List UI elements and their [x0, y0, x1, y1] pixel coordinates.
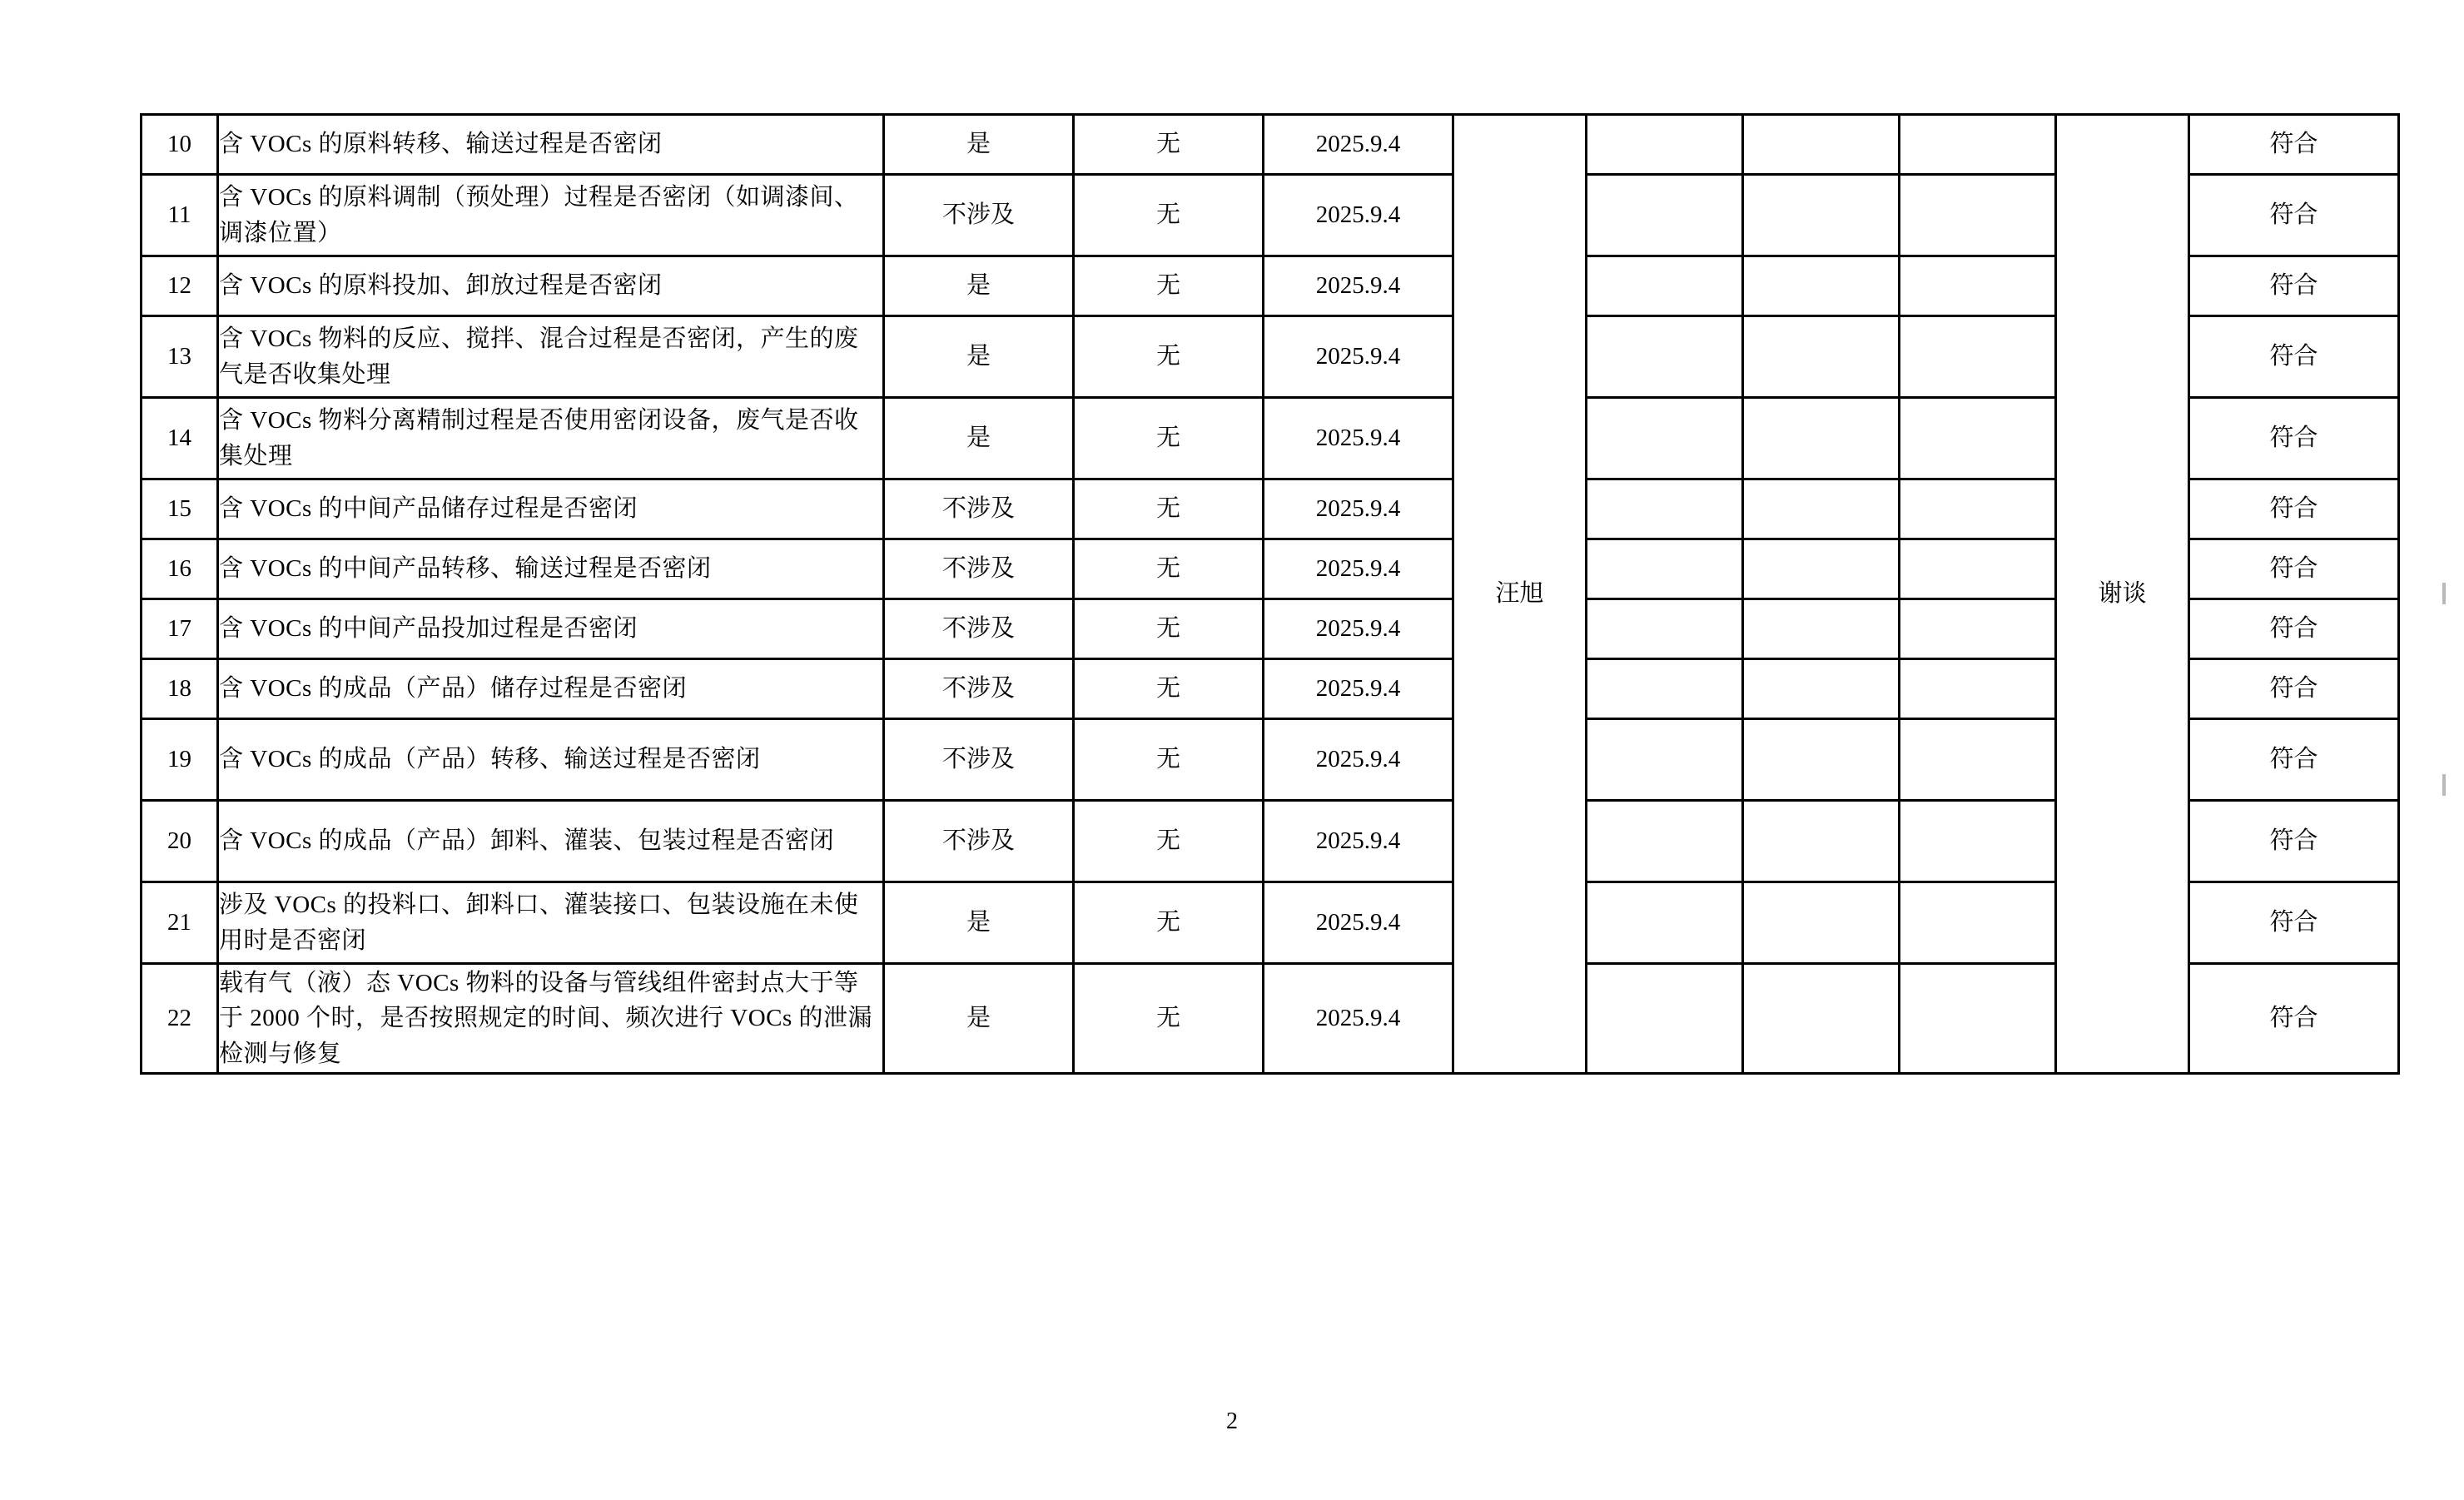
row-index: 20 [142, 801, 218, 882]
row-problem: 无 [1074, 398, 1264, 479]
note-cell-3 [1900, 316, 2056, 398]
note-cell-3 [1900, 398, 2056, 479]
row-conclusion: 符合 [2189, 719, 2399, 801]
note-cell-1 [1587, 316, 1743, 398]
note-cell-3 [1900, 719, 2056, 801]
row-date: 2025.9.4 [1264, 882, 1453, 964]
row-result: 不涉及 [884, 175, 1074, 256]
row-problem: 无 [1074, 175, 1264, 256]
row-item: 含 VOCs 的原料转移、输送过程是否密闭 [218, 115, 884, 175]
row-index: 16 [142, 539, 218, 599]
row-item: 含 VOCs 的原料调制（预处理）过程是否密闭（如调漆间、调漆位置） [218, 175, 884, 256]
row-result: 是 [884, 316, 1074, 398]
row-result: 不涉及 [884, 659, 1074, 719]
note-cell-2 [1743, 479, 1900, 539]
note-cell-1 [1587, 539, 1743, 599]
row-conclusion: 符合 [2189, 256, 2399, 316]
row-result: 不涉及 [884, 479, 1074, 539]
note-cell-1 [1587, 882, 1743, 964]
row-conclusion: 符合 [2189, 398, 2399, 479]
signature-cell: 谢谈 [2056, 115, 2189, 1074]
row-date: 2025.9.4 [1264, 659, 1453, 719]
row-date: 2025.9.4 [1264, 719, 1453, 801]
row-problem: 无 [1074, 599, 1264, 659]
row-problem: 无 [1074, 256, 1264, 316]
row-date: 2025.9.4 [1264, 599, 1453, 659]
row-index: 13 [142, 316, 218, 398]
edge-mark-bottom [2442, 774, 2446, 796]
row-item: 涉及 VOCs 的投料口、卸料口、灌装接口、包装设施在未使用时是否密闭 [218, 882, 884, 964]
row-conclusion: 符合 [2189, 539, 2399, 599]
row-item: 含 VOCs 的中间产品储存过程是否密闭 [218, 479, 884, 539]
inspector-cell: 汪旭 [1453, 115, 1587, 1074]
row-date: 2025.9.4 [1264, 964, 1453, 1074]
note-cell-2 [1743, 256, 1900, 316]
row-conclusion: 符合 [2189, 882, 2399, 964]
row-item: 含 VOCs 物料的反应、搅拌、混合过程是否密闭，产生的废气是否收集处理 [218, 316, 884, 398]
row-item: 含 VOCs 的成品（产品）储存过程是否密闭 [218, 659, 884, 719]
row-item: 含 VOCs 的原料投加、卸放过程是否密闭 [218, 256, 884, 316]
note-cell-2 [1743, 539, 1900, 599]
row-result: 不涉及 [884, 801, 1074, 882]
row-problem: 无 [1074, 801, 1264, 882]
row-item: 含 VOCs 的成品（产品）转移、输送过程是否密闭 [218, 719, 884, 801]
note-cell-2 [1743, 964, 1900, 1074]
row-problem: 无 [1074, 659, 1264, 719]
row-conclusion: 符合 [2189, 115, 2399, 175]
row-conclusion: 符合 [2189, 659, 2399, 719]
row-item: 含 VOCs 的成品（产品）卸料、灌装、包装过程是否密闭 [218, 801, 884, 882]
row-date: 2025.9.4 [1264, 398, 1453, 479]
row-result: 是 [884, 964, 1074, 1074]
note-cell-3 [1900, 882, 2056, 964]
row-problem: 无 [1074, 539, 1264, 599]
row-index: 12 [142, 256, 218, 316]
note-cell-3 [1900, 659, 2056, 719]
row-index: 11 [142, 175, 218, 256]
row-item: 载有气（液）态 VOCs 物料的设备与管线组件密封点大于等于 2000 个时，是否按照规定的时间、频次进行 VOCs 的泄漏检测与修复 [218, 964, 884, 1074]
note-cell-2 [1743, 115, 1900, 175]
row-result: 是 [884, 256, 1074, 316]
note-cell-1 [1587, 398, 1743, 479]
note-cell-1 [1587, 115, 1743, 175]
row-item: 含 VOCs 的中间产品转移、输送过程是否密闭 [218, 539, 884, 599]
row-conclusion: 符合 [2189, 316, 2399, 398]
row-date: 2025.9.4 [1264, 316, 1453, 398]
note-cell-1 [1587, 175, 1743, 256]
note-cell-1 [1587, 719, 1743, 801]
note-cell-2 [1743, 599, 1900, 659]
row-date: 2025.9.4 [1264, 479, 1453, 539]
note-cell-3 [1900, 539, 2056, 599]
row-index: 10 [142, 115, 218, 175]
inspection-table [140, 113, 2400, 1075]
row-result: 不涉及 [884, 539, 1074, 599]
note-cell-3 [1900, 479, 2056, 539]
row-date: 2025.9.4 [1264, 115, 1453, 175]
note-cell-1 [1587, 599, 1743, 659]
note-cell-2 [1743, 801, 1900, 882]
note-cell-3 [1900, 256, 2056, 316]
row-problem: 无 [1074, 882, 1264, 964]
row-date: 2025.9.4 [1264, 256, 1453, 316]
row-problem: 无 [1074, 964, 1264, 1074]
row-index: 17 [142, 599, 218, 659]
row-index: 15 [142, 479, 218, 539]
row-item: 含 VOCs 的中间产品投加过程是否密闭 [218, 599, 884, 659]
edge-mark-top [2442, 583, 2446, 604]
row-result: 不涉及 [884, 719, 1074, 801]
row-conclusion: 符合 [2189, 801, 2399, 882]
row-result: 不涉及 [884, 599, 1074, 659]
table-row [142, 115, 2399, 175]
note-cell-1 [1587, 659, 1743, 719]
row-index: 14 [142, 398, 218, 479]
page-number: 2 [1226, 1408, 1238, 1434]
inspection-table-wrapper [140, 113, 2397, 1075]
row-item: 含 VOCs 物料分离精制过程是否使用密闭设备，废气是否收集处理 [218, 398, 884, 479]
row-index: 21 [142, 882, 218, 964]
note-cell-1 [1587, 801, 1743, 882]
note-cell-1 [1587, 479, 1743, 539]
note-cell-1 [1587, 256, 1743, 316]
row-date: 2025.9.4 [1264, 539, 1453, 599]
row-result: 是 [884, 115, 1074, 175]
row-problem: 无 [1074, 316, 1264, 398]
note-cell-2 [1743, 659, 1900, 719]
note-cell-2 [1743, 316, 1900, 398]
row-conclusion: 符合 [2189, 599, 2399, 659]
row-conclusion: 符合 [2189, 964, 2399, 1074]
row-problem: 无 [1074, 719, 1264, 801]
note-cell-2 [1743, 398, 1900, 479]
note-cell-2 [1743, 175, 1900, 256]
row-conclusion: 符合 [2189, 175, 2399, 256]
row-index: 19 [142, 719, 218, 801]
row-result: 是 [884, 398, 1074, 479]
row-conclusion: 符合 [2189, 479, 2399, 539]
note-cell-2 [1743, 882, 1900, 964]
row-index: 18 [142, 659, 218, 719]
note-cell-3 [1900, 801, 2056, 882]
row-problem: 无 [1074, 115, 1264, 175]
note-cell-1 [1587, 964, 1743, 1074]
note-cell-3 [1900, 964, 2056, 1074]
row-problem: 无 [1074, 479, 1264, 539]
note-cell-3 [1900, 115, 2056, 175]
row-index: 22 [142, 964, 218, 1074]
note-cell-3 [1900, 599, 2056, 659]
note-cell-2 [1743, 719, 1900, 801]
row-date: 2025.9.4 [1264, 175, 1453, 256]
row-result: 是 [884, 882, 1074, 964]
note-cell-3 [1900, 175, 2056, 256]
row-date: 2025.9.4 [1264, 801, 1453, 882]
